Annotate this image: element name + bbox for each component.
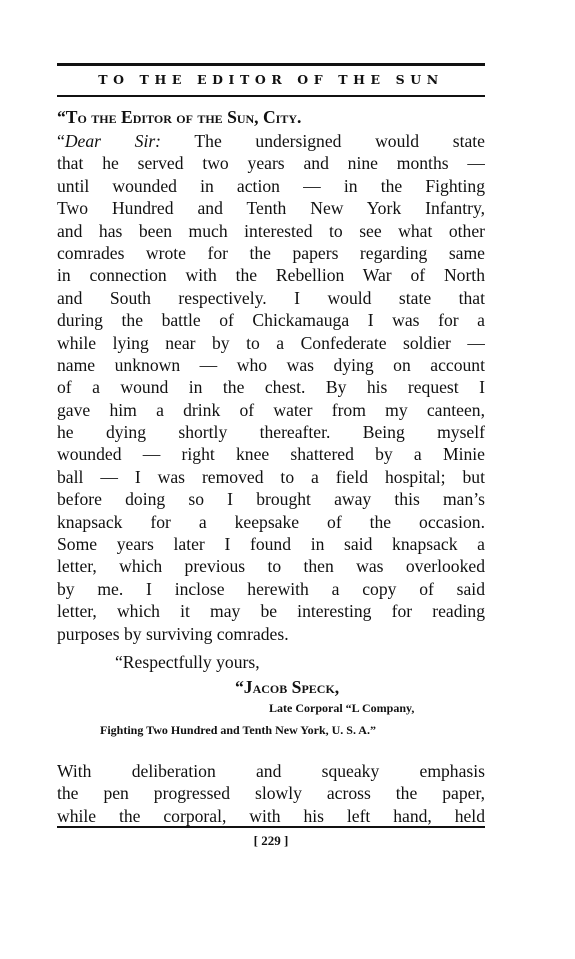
letter-line: until wounded in action — in the Fighting <box>57 175 485 196</box>
letter-line: purposes by surviving comrades. <box>57 623 289 644</box>
footer-rule <box>57 826 485 828</box>
header-rule-top <box>57 63 485 66</box>
letter-body <box>57 130 485 645</box>
running-title: TO THE EDITOR OF THE SUN <box>98 72 444 87</box>
letter-salutation: “To the Editor of the Sun, City. <box>57 107 302 127</box>
letter-line: Some years later I found in said knapsack a <box>57 534 485 555</box>
signature-regiment: Fighting Two Hundred and Tenth New York, U. S. A.” <box>100 723 376 737</box>
letter-line: and South respectively. I would state that <box>57 287 485 308</box>
letter-line: of a wound in the chest. By his request I <box>57 377 485 398</box>
letter-line: that he served two years and nine months — <box>57 153 485 174</box>
narrative-paragraph <box>57 760 485 827</box>
letter-line: by me. I inclose herewith a copy of said <box>57 578 485 599</box>
letter-line: while lying near by to a Confederate soldier — <box>57 332 485 353</box>
letter-line: in connection with the Rebellion War of North <box>57 265 485 286</box>
greeting-dear-sir: Dear Sir: <box>64 131 162 151</box>
page-number: [ 229 ] <box>253 833 289 848</box>
narrative-line: With deliberation and squeaky emphasis <box>57 761 485 781</box>
letter-line: gave him a drink of water from my canteen, <box>57 399 485 420</box>
letter-line: during the battle of Chickamauga I was for a <box>57 310 485 331</box>
narrative-line: the pen progressed slowly across the paper, <box>57 783 485 804</box>
letter-line: comrades wrote for the papers regarding same <box>57 242 485 263</box>
letter-line: ball — I was removed to a field hospital; but <box>57 466 485 487</box>
letter-line: name unknown — who was dying on account <box>57 354 485 375</box>
signature-rank: Late Corporal “L Company, <box>269 701 415 715</box>
letter-line: wounded — right knee shattered by a Minie <box>57 444 485 465</box>
letter-signature: “Jacob Speck, <box>235 677 340 697</box>
letter-line: he dying shortly thereafter. Being myself <box>57 422 485 443</box>
letter-line: letter, which previous to then was overlooked <box>57 556 485 577</box>
letter-line: and has been much interested to see what other <box>57 220 485 241</box>
letter-line: letter, which it may be interesting for reading <box>57 601 485 622</box>
narrative-line: while the corporal, with his left hand, held <box>57 805 485 826</box>
letter-closing: “Respectfully yours, <box>115 652 260 672</box>
letter-line: knapsack for a keepsake of the occasion. <box>57 511 485 532</box>
letter-line: Two Hundred and Tenth New York Infantry, <box>57 198 485 219</box>
letter-line: before doing so I brought away this man’s <box>57 489 485 510</box>
letter-line: “Dear Sir: The undersigned would state <box>57 131 485 151</box>
header-rule-bottom <box>57 95 485 97</box>
